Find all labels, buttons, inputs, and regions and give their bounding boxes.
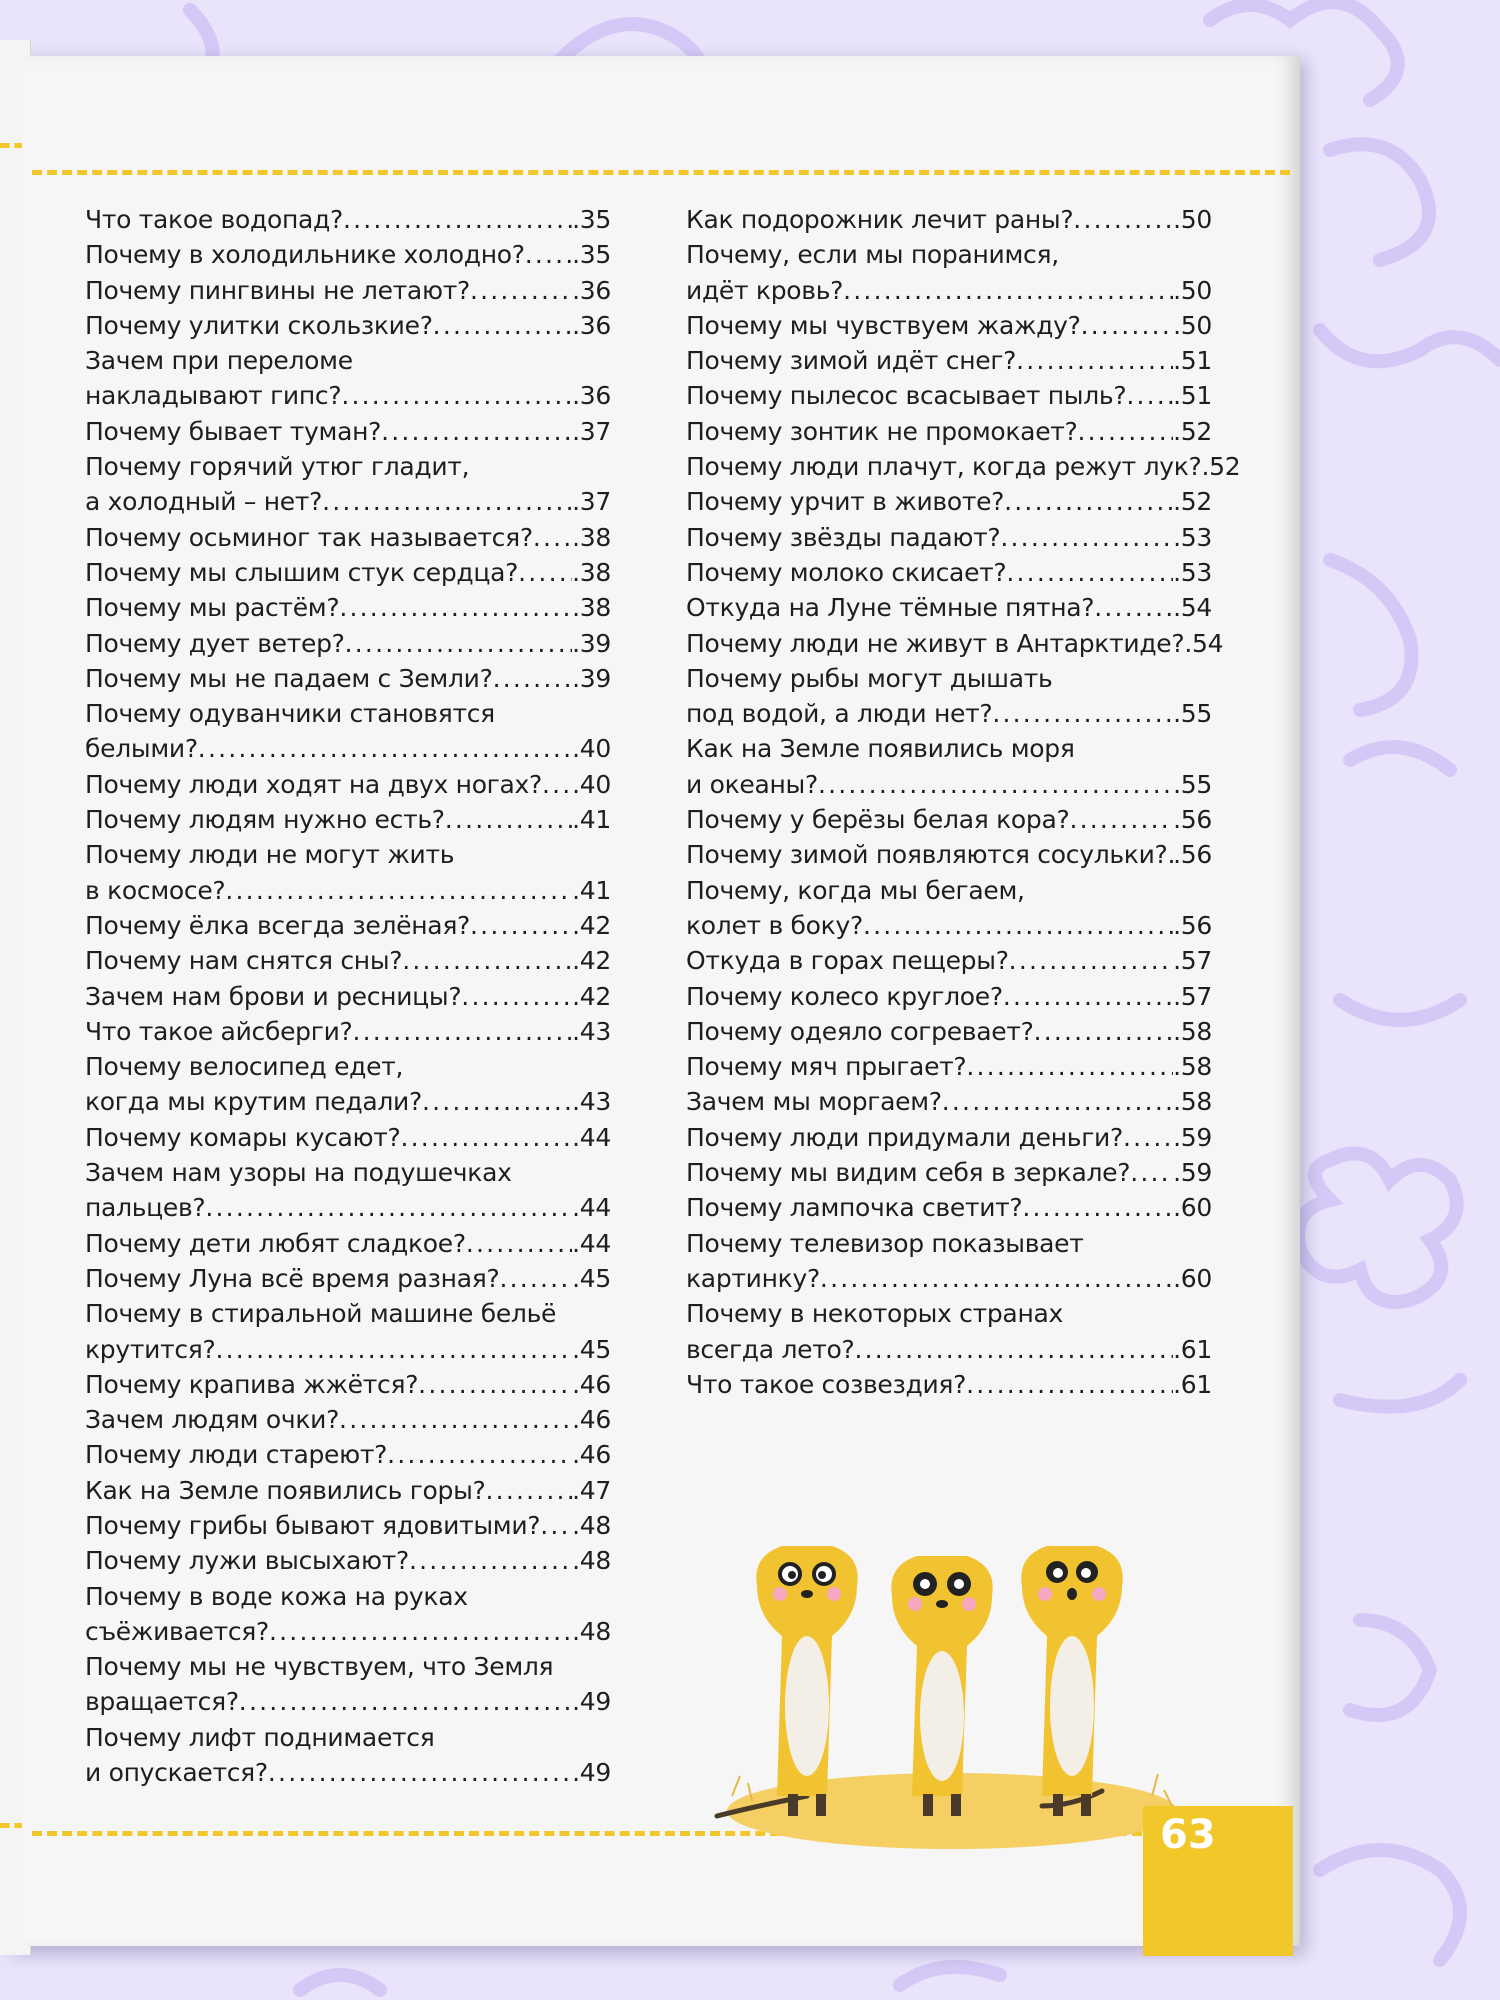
toc-entry — [686, 802, 1212, 837]
toc-entry-title: Почему мы слышим стук сердца? — [85, 557, 519, 587]
toc-dot-leader — [525, 237, 572, 272]
toc-entry-page: .38 — [572, 522, 611, 552]
toc-entry-title: Почему зонтик не промокает? — [686, 416, 1078, 446]
toc-dot-leader — [322, 484, 572, 519]
toc-dot-leader — [992, 696, 1173, 731]
toc-entry-title: а холодный – нет? — [85, 487, 323, 517]
toc-dot-leader — [409, 1543, 572, 1578]
toc-dot-leader — [345, 626, 573, 661]
toc-entry-page: .52 — [1173, 487, 1212, 517]
toc-entry — [686, 1120, 1212, 1155]
toc-entry-title: Почему зимой появляются сосульки? — [686, 840, 1168, 870]
toc-dot-leader — [1009, 943, 1173, 978]
toc-entry-title: вращается? — [85, 1687, 239, 1717]
toc-entry — [686, 378, 1212, 413]
toc-entry-page: .49 — [572, 1687, 611, 1717]
toc-entry — [85, 1261, 611, 1296]
toc-entry-title: Как на Земле появились горы? — [85, 1475, 486, 1505]
toc-dot-leader — [466, 1226, 572, 1261]
toc-entry-title: Почему, когда мы бегаем, — [686, 875, 1025, 905]
toc-entry — [686, 449, 1241, 484]
toc-entry-title: Почему горячий утюг гладит, — [85, 452, 470, 482]
toc-dot-leader — [341, 378, 572, 413]
toc-entry — [686, 590, 1212, 625]
toc-dot-leader — [1006, 555, 1173, 590]
toc-entry-page: .55 — [1173, 699, 1212, 729]
toc-entry-title: Почему пылесос всасывает пыль? — [686, 381, 1127, 411]
toc-entry-page: .46 — [572, 1405, 611, 1435]
toc-entry-title: Почему мы не чувствуем, что Земля — [85, 1652, 554, 1682]
toc-entry-title: идёт кровь? — [686, 275, 844, 305]
toc-entry-page: .50 — [1173, 205, 1212, 234]
toc-dot-leader — [1130, 1155, 1173, 1190]
toc-entry — [85, 1155, 611, 1226]
toc-dot-leader — [470, 908, 572, 943]
toc-entry-page: .49 — [572, 1758, 611, 1788]
toc-entry — [85, 273, 611, 308]
toc-entry-title: пальцев? — [85, 1193, 206, 1223]
toc-dot-leader — [1004, 484, 1173, 519]
toc-entry-title: накладывают гипс? — [85, 381, 342, 411]
toc-entry-title: Почему молоко скисает? — [686, 557, 1007, 587]
toc-entry-page: .46 — [572, 1440, 611, 1470]
toc-entry-title: в космосе? — [85, 875, 226, 905]
toc-entry-page: .53 — [1173, 522, 1212, 552]
toc-dot-leader — [402, 943, 572, 978]
toc-dot-leader — [433, 308, 572, 343]
toc-entry — [686, 1084, 1212, 1119]
toc-entry-page: .59 — [1173, 1158, 1212, 1188]
toc-entry-title: Почему грибы бывают ядовитыми? — [85, 1510, 541, 1540]
toc-entry — [85, 1437, 611, 1472]
toc-entry — [686, 202, 1212, 237]
toc-entry-page: .55 — [1173, 769, 1212, 799]
toc-entry — [85, 837, 611, 908]
toc-entry — [686, 1049, 1212, 1084]
toc-dot-leader — [1073, 202, 1173, 237]
toc-entry-title: Почему люди не живут в Антарктиде? — [686, 628, 1185, 658]
toc-entry-page: .44 — [572, 1122, 611, 1152]
toc-dot-leader — [1069, 802, 1173, 837]
toc-dot-leader — [381, 414, 572, 449]
toc-entry-title: когда мы крутим педали? — [85, 1087, 422, 1117]
toc-entry-title: Почему телевизор показывает — [686, 1228, 1084, 1258]
toc-entry-title: Почему лужи высыхают? — [85, 1546, 409, 1576]
toc-entry — [85, 1649, 611, 1720]
toc-dot-leader — [445, 802, 572, 837]
toc-entry — [686, 520, 1212, 555]
toc-entry-page: .58 — [1173, 1016, 1212, 1046]
toc-entry-title: Что такое созвездия? — [686, 1369, 967, 1399]
toc-dot-leader — [205, 1190, 572, 1225]
toc-dot-leader — [1078, 414, 1174, 449]
toc-entry — [686, 308, 1212, 343]
toc-entry — [85, 943, 611, 978]
toc-entry-page: .40 — [572, 769, 611, 799]
toc-entry-page: .57 — [1173, 981, 1212, 1011]
meerkat-right — [1021, 1546, 1122, 1816]
toc-dot-leader — [499, 1261, 572, 1296]
toc-entry-page: .50 — [1173, 310, 1212, 340]
toc-dot-leader — [339, 590, 572, 625]
toc-entry — [85, 343, 611, 414]
toc-entry-title: Почему дует ветер? — [85, 628, 345, 658]
toc-entry-page: .52 — [1173, 416, 1212, 446]
toc-entry — [85, 979, 611, 1014]
toc-dot-leader — [843, 273, 1173, 308]
toc-dot-leader — [1003, 979, 1173, 1014]
toc-entry-title: Почему, если мы поранимся, — [686, 240, 1059, 270]
dashed-divider-top — [32, 170, 1290, 175]
toc-dot-leader — [1081, 308, 1174, 343]
toc-entry — [686, 626, 1224, 661]
toc-dot-leader — [352, 1014, 572, 1049]
toc-dot-leader — [387, 1437, 572, 1472]
toc-entry-page: .60 — [1173, 1193, 1212, 1223]
toc-entry-page: .36 — [572, 275, 611, 305]
toc-entry — [85, 626, 611, 661]
toc-dot-leader — [268, 1755, 572, 1790]
toc-entry-title: Почему урчит в животе? — [686, 487, 1005, 517]
toc-entry — [686, 1014, 1212, 1049]
toc-entry-page: .39 — [572, 628, 611, 658]
toc-entry-title: Как на Земле появились моря — [686, 734, 1075, 764]
toc-entry-page: .56 — [1173, 840, 1212, 870]
toc-entry — [85, 1508, 611, 1543]
toc-entry-page: .56 — [1173, 805, 1212, 835]
toc-entry — [85, 1720, 611, 1791]
toc-column-left — [85, 202, 611, 1790]
toc-dot-leader — [422, 1084, 572, 1119]
toc-entry-title: Почему осьминог так называется? — [85, 522, 533, 552]
toc-entry-title: Почему колесо круглое? — [686, 981, 1003, 1011]
toc-dot-leader — [1094, 590, 1173, 625]
toc-entry-page: .37 — [572, 416, 611, 446]
toc-dot-leader — [540, 1508, 572, 1543]
toc-entry — [85, 1296, 611, 1367]
toc-entry-page: .44 — [572, 1228, 611, 1258]
toc-entry-title: Почему у берёзы белая кора? — [686, 805, 1070, 835]
toc-dot-leader — [486, 1473, 573, 1508]
toc-dot-leader — [239, 1684, 572, 1719]
toc-entry-title: Почему люди придумали деньги? — [686, 1122, 1123, 1152]
toc-dot-leader — [542, 767, 572, 802]
toc-entry-title: Почему дети любят сладкое? — [85, 1228, 466, 1258]
toc-entry-page: .35 — [572, 205, 611, 234]
toc-dot-leader — [966, 1049, 1173, 1084]
toc-entry — [686, 414, 1212, 449]
toc-dot-leader — [269, 1614, 572, 1649]
toc-entry-title: крутится? — [85, 1334, 216, 1364]
toc-entry-page: .61 — [1173, 1334, 1212, 1364]
toc-entry-page: .36 — [572, 381, 611, 411]
toc-entry-title: Почему Луна всё время разная? — [85, 1263, 500, 1293]
toc-entry-page: .54 — [1173, 593, 1212, 623]
toc-entry-title: белыми? — [85, 734, 198, 764]
toc-entry-page: .42 — [572, 981, 611, 1011]
toc-entry — [686, 1190, 1212, 1225]
toc-entry-title: Почему велосипед едет, — [85, 1052, 404, 1082]
toc-entry — [85, 1226, 611, 1261]
toc-dot-leader — [942, 1084, 1173, 1119]
toc-entry-page: .45 — [572, 1263, 611, 1293]
toc-entry-title: Почему в воде кожа на руках — [85, 1581, 468, 1611]
toc-entry-title: Почему крапива жжётся? — [85, 1369, 419, 1399]
toc-entry — [686, 484, 1212, 519]
toc-dot-leader — [198, 731, 572, 766]
toc-entry — [85, 1543, 611, 1578]
toc-dot-leader — [1123, 1120, 1173, 1155]
toc-dot-leader — [1022, 1190, 1173, 1225]
toc-entry — [85, 237, 611, 272]
toc-entry — [686, 943, 1212, 978]
toc-entry — [85, 1402, 611, 1437]
toc-entry-title: Почему люди плачут, когда режут лук? — [686, 452, 1202, 482]
meerkats-illustration — [712, 1476, 1192, 1856]
toc-entry — [686, 237, 1212, 308]
toc-dot-leader — [820, 1261, 1173, 1296]
toc-entry-page: .36 — [572, 310, 611, 340]
toc-entry — [85, 1579, 611, 1650]
toc-entry-page: .58 — [1173, 1087, 1212, 1117]
toc-entry-title: Почему люди не могут жить — [85, 840, 455, 870]
toc-dot-leader — [854, 1332, 1173, 1367]
toc-entry-page: .48 — [572, 1546, 611, 1576]
toc-entry-page: .50 — [1173, 275, 1212, 305]
toc-entry — [686, 661, 1212, 732]
toc-entry-page: .35 — [572, 240, 611, 270]
toc-dot-leader — [1034, 1014, 1174, 1049]
toc-entry-page: .40 — [572, 734, 611, 764]
toc-entry-title: Зачем при переломе — [85, 346, 353, 376]
toc-dot-leader — [401, 1120, 573, 1155]
toc-entry-page: .53 — [1173, 557, 1212, 587]
toc-entry-title: картинку? — [686, 1263, 820, 1293]
toc-entry — [85, 696, 611, 767]
toc-dot-leader — [493, 661, 573, 696]
toc-entry — [686, 837, 1212, 872]
toc-entry — [686, 1296, 1212, 1367]
toc-entry-title: Почему мы чувствуем жажду? — [686, 310, 1081, 340]
toc-entry-title: Почему лампочка светит? — [686, 1193, 1023, 1223]
toc-entry-title: Откуда в горах пещеры? — [686, 946, 1009, 976]
toc-entry-title: Откуда на Луне тёмные пятна? — [686, 593, 1095, 623]
previous-page-dash-bottom — [0, 1823, 24, 1828]
toc-entry-title: Зачем нам узоры на подушечках — [85, 1158, 512, 1188]
toc-entry — [85, 1367, 611, 1402]
meerkat-left — [756, 1546, 857, 1816]
toc-entry-page: .38 — [572, 557, 611, 587]
toc-entry — [85, 767, 611, 802]
toc-entry-title: Зачем мы моргаем? — [686, 1087, 942, 1117]
toc-entry — [686, 979, 1212, 1014]
toc-dot-leader — [339, 1402, 572, 1437]
toc-entry-page: .37 — [572, 487, 611, 517]
toc-entry-title: Почему одуванчики становятся — [85, 699, 495, 729]
toc-entry-title: и опускается? — [85, 1758, 268, 1788]
toc-entry — [85, 202, 611, 237]
toc-entry-title: Почему бывает туман? — [85, 416, 382, 446]
toc-entry-title: Как подорожник лечит раны? — [686, 205, 1074, 234]
toc-entry-page: .43 — [572, 1016, 611, 1046]
toc-entry-title: Почему рыбы могут дышать — [686, 663, 1053, 693]
toc-entry-page: .57 — [1173, 946, 1212, 976]
toc-entry — [686, 1155, 1212, 1190]
toc-entry-title: Почему мы не падаем с Земли? — [85, 663, 493, 693]
toc-entry-title: съёживается? — [85, 1616, 270, 1646]
toc-entry-title: Почему улитки скользкие? — [85, 310, 433, 340]
toc-entry-page: .41 — [572, 875, 611, 905]
toc-dot-leader — [518, 555, 572, 590]
toc-entry-page: .47 — [572, 1475, 611, 1505]
toc-entry-title: Что такое айсберги? — [85, 1016, 353, 1046]
toc-entry-title: Почему людям нужно есть? — [85, 805, 445, 835]
toc-entry-page: .59 — [1173, 1122, 1212, 1152]
toc-entry — [686, 1226, 1212, 1297]
page-number: 63 — [1160, 1812, 1216, 1858]
toc-entry-page: .42 — [572, 910, 611, 940]
toc-dot-leader — [818, 767, 1173, 802]
toc-entry — [686, 731, 1212, 802]
toc-entry — [85, 414, 611, 449]
toc-entry-title: Почему в стиральной машине бельё — [85, 1299, 557, 1329]
toc-entry-page: .41 — [572, 805, 611, 835]
toc-entry-page: .52 — [1201, 452, 1241, 482]
toc-entry — [686, 873, 1212, 944]
toc-entry-page: .54 — [1184, 628, 1224, 658]
toc-entry — [686, 1367, 1212, 1402]
toc-dot-leader — [533, 520, 572, 555]
toc-dot-leader — [418, 1367, 572, 1402]
toc-entry-title: Что такое водопад? — [85, 205, 343, 234]
toc-entry-page: .45 — [572, 1334, 611, 1364]
toc-entry — [85, 1014, 611, 1049]
toc-entry — [85, 908, 611, 943]
toc-entry-page: .46 — [572, 1369, 611, 1399]
toc-entry-page: .44 — [572, 1193, 611, 1223]
toc-entry — [85, 590, 611, 625]
toc-entry-title: Почему мяч прыгает? — [686, 1052, 967, 1082]
toc-entry — [85, 520, 611, 555]
book-page — [22, 56, 1300, 1946]
toc-entry-title: и океаны? — [686, 769, 818, 799]
toc-entry — [85, 1049, 611, 1120]
toc-entry-title: Почему в холодильнике холодно? — [85, 240, 525, 270]
toc-entry — [85, 308, 611, 343]
toc-entry-page: .51 — [1173, 346, 1212, 376]
toc-entry-page: .39 — [572, 663, 611, 693]
toc-entry-page: .43 — [572, 1087, 611, 1117]
toc-entry — [85, 661, 611, 696]
toc-dot-leader — [1126, 378, 1173, 413]
toc-entry-page: .38 — [572, 593, 611, 623]
toc-entry-page: .48 — [572, 1616, 611, 1646]
toc-entry-page: .48 — [572, 1510, 611, 1540]
toc-entry-title: Почему люди ходят на двух ногах? — [85, 769, 543, 799]
toc-entry-title: Почему ёлка всегда зелёная? — [85, 910, 471, 940]
toc-entry-title: Почему мы видим себя в зеркале? — [686, 1158, 1131, 1188]
toc-entry — [85, 555, 611, 590]
toc-entry — [85, 449, 611, 520]
toc-entry-title: Почему нам снятся сны? — [85, 946, 403, 976]
toc-entry-title: Почему лифт поднимается — [85, 1722, 435, 1752]
toc-entry-page: .56 — [1173, 910, 1212, 940]
toc-entry-page: .60 — [1173, 1263, 1212, 1293]
toc-entry-page: .51 — [1173, 381, 1212, 411]
toc-entry-page: .61 — [1173, 1369, 1212, 1399]
toc-dot-leader — [461, 979, 572, 1014]
toc-entry-title: Почему одеяло согревает? — [686, 1016, 1034, 1046]
toc-entry-title: Зачем нам брови и ресницы? — [85, 981, 462, 1011]
toc-entry-title: Почему мы растём? — [85, 593, 340, 623]
toc-column-right — [686, 202, 1241, 1402]
toc-entry-title: Почему люди стареют? — [85, 1440, 388, 1470]
toc-entry-title: Почему звёзды падают? — [686, 522, 1001, 552]
toc-dot-leader — [1016, 343, 1173, 378]
toc-entry-page: .42 — [572, 946, 611, 976]
toc-dot-leader — [863, 908, 1173, 943]
toc-dot-leader — [216, 1332, 573, 1367]
toc-entry — [85, 1120, 611, 1155]
toc-entry — [686, 343, 1212, 378]
toc-entry-title: Почему пингвины не летают? — [85, 275, 470, 305]
toc-entry — [686, 555, 1212, 590]
toc-dot-leader — [1000, 520, 1173, 555]
toc-dot-leader — [966, 1367, 1173, 1402]
toc-entry — [85, 1473, 611, 1508]
toc-dot-leader — [343, 202, 572, 237]
toc-entry-page: .58 — [1173, 1052, 1212, 1082]
toc-dot-leader — [225, 873, 572, 908]
toc-entry-title: Зачем людям очки? — [85, 1405, 340, 1435]
toc-entry-title: Почему в некоторых странах — [686, 1299, 1064, 1329]
toc-entry-title: колет в боку? — [686, 910, 863, 940]
previous-page-dash-top — [0, 143, 24, 148]
toc-entry-title: всегда лето? — [686, 1334, 855, 1364]
toc-entry-title: под водой, а люди нет? — [686, 699, 993, 729]
toc-dot-leader — [470, 273, 572, 308]
toc-entry — [85, 802, 611, 837]
toc-entry-title: Почему зимой идёт снег? — [686, 346, 1017, 376]
toc-entry-title: Почему комары кусают? — [85, 1122, 401, 1152]
